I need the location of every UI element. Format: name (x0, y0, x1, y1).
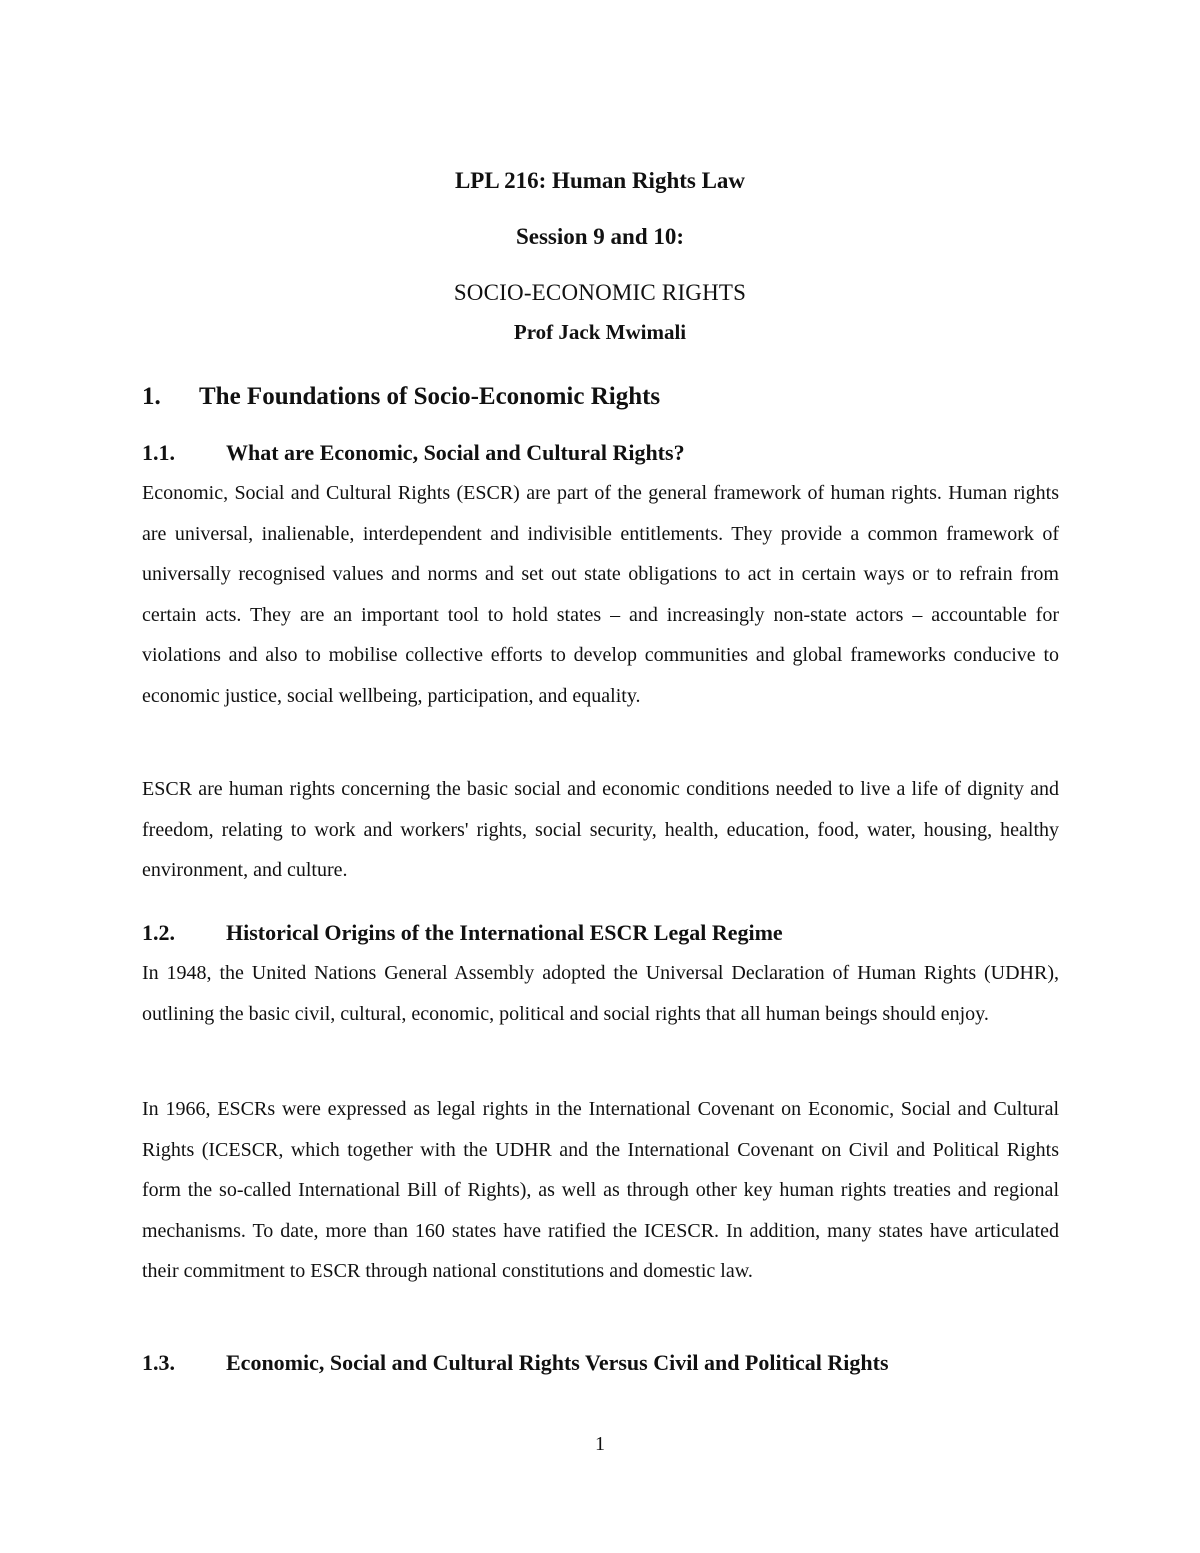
section-heading-1 (142, 383, 1062, 411)
page-number: 1 (595, 1433, 605, 1455)
author-name: Prof Jack Mwimali (513, 320, 687, 344)
course-title: LPL 216: Human Rights Law (454, 168, 746, 193)
section-title: The Foundations of Socio-Economic Rights (199, 383, 661, 410)
section-number: 1.2. (142, 920, 175, 945)
paragraph: Economic, Social and Cultural Rights (ESCR) are part of the general framework of human rights. Human rights are universal, inalienable, interdependent and indivisible entitlements. They provide a common framework of universally recognised values and norms and set out state obligations to act in certain ways or to refrain from certain acts. They are an important tool to hold states – and increasingly non-state actors – accountable for violations and also to mobilise collective efforts to develop communities and global frameworks conducive to economic justice, social wellbeing, participation, and equality. (142, 482, 1059, 707)
section-heading-1-3 (142, 1350, 1062, 1376)
section-number: 1.1. (142, 440, 175, 465)
section-heading-1-2 (142, 920, 1062, 946)
topic-title: SOCIO-ECONOMIC RIGHTS (453, 280, 747, 305)
section-title: What are Economic, Social and Cultural Rights? (226, 440, 685, 465)
session-label: Session 9 and 10: (515, 224, 685, 249)
section-heading-1-1 (142, 440, 1062, 466)
section-number: 1. (142, 383, 161, 410)
paragraph: ESCR are human rights concerning the basic social and economic conditions needed to live a life of dignity and freedom, relating to work and workers' rights, social security, health, education, food, water, housing, healthy environment, and culture. (142, 778, 1059, 881)
section-title: Historical Origins of the International ESCR Legal Regime (226, 920, 783, 945)
paragraph: In 1966, ESCRs were expressed as legal rights in the International Covenant on Economic, Social and Cultural Rights (ICESCR, which together with the UDHR and the International Covenant on Civil and Political Rights form the so-called International Bill of Rights), as well as through other key human rights treaties and regional mechanisms. To date, more than 160 states have ratified the ICESCR. In addition, many states have articulated their commitment to ESCR through national constitutions and domestic law. (142, 1098, 1059, 1282)
paragraph: In 1948, the United Nations General Assembly adopted the Universal Declaration of Human Rights (UDHR), outlining the basic civil, cultural, economic, political and social rights that all human beings should enjoy. (142, 962, 1059, 1025)
section-number: 1.3. (142, 1350, 175, 1375)
section-title: Economic, Social and Cultural Rights Versus Civil and Political Rights (226, 1350, 889, 1375)
